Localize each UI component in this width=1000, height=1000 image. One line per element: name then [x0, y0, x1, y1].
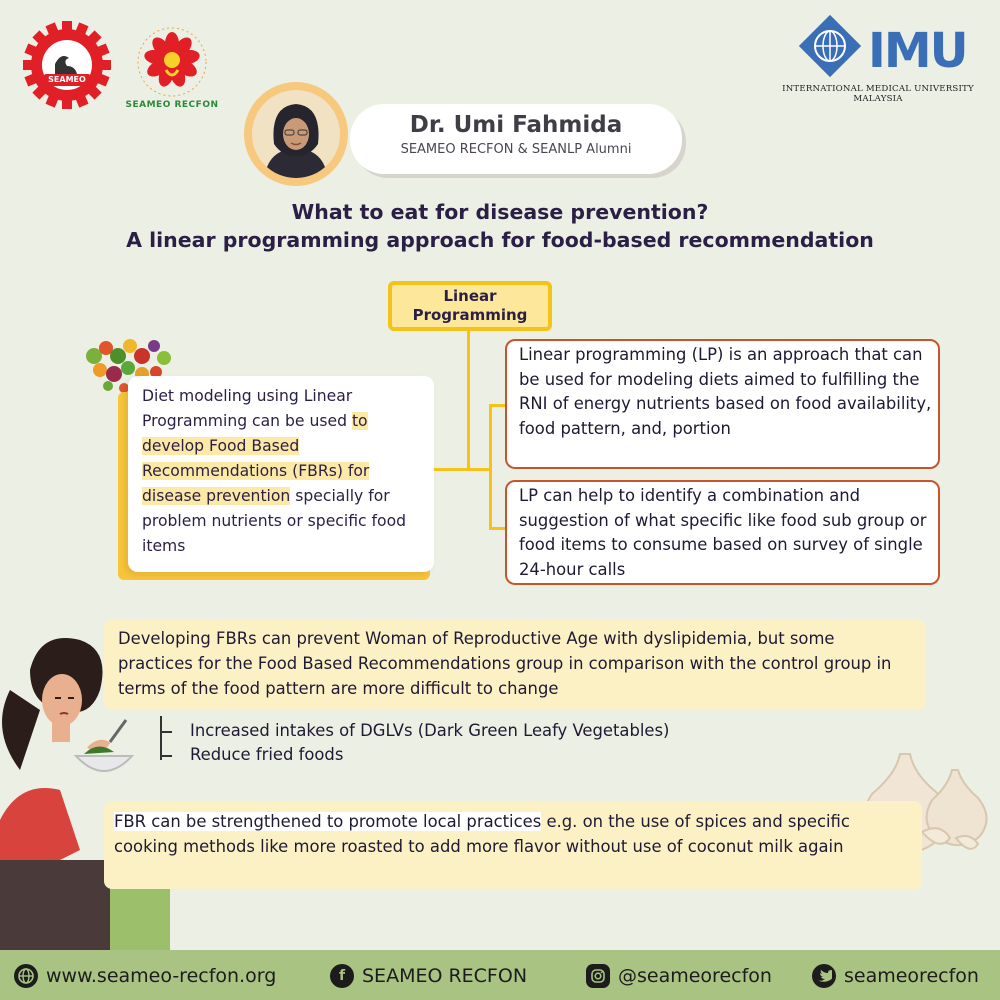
title-line1: What to eat for disease prevention?	[291, 200, 709, 224]
connector-branch-top	[489, 404, 505, 407]
list-branch	[160, 731, 172, 733]
diet-modeling-box	[128, 376, 434, 572]
twitter-icon	[812, 964, 836, 988]
lp-node-line1: Linear	[443, 287, 497, 305]
footer-instagram[interactable]	[586, 962, 772, 990]
footer-facebook[interactable]	[330, 962, 527, 990]
strengthen-rest: e.g. on the use of spices and specific cooking methods like more roasted to add more flavor without use of coconut milk again	[114, 812, 850, 856]
footer-twitter[interactable]	[812, 962, 979, 990]
twitter-link[interactable]: seameorecfon	[844, 965, 979, 987]
linear-programming-node	[388, 281, 552, 331]
facebook-link[interactable]: SEAMEO RECFON	[362, 965, 528, 987]
recommendation-list	[160, 719, 800, 767]
imu-name-line2: MALAYSIA	[853, 94, 903, 104]
imu-name-line1: INTERNATIONAL MEDICAL UNIVERSITY	[782, 84, 974, 94]
lp-definition-box: Linear programming (LP) is an approach that can be used for modeling diets aimed to fulfilling the RNI of energy nutrients based on food availability, food pattern, and, portion	[505, 339, 940, 469]
instagram-icon	[586, 964, 610, 988]
connector-left	[434, 468, 470, 471]
footer	[0, 950, 1000, 1000]
speaker-name: Dr. Umi Fahmida	[409, 112, 623, 138]
fbr-strengthen-box	[104, 801, 922, 889]
speaker-card	[350, 104, 682, 174]
diet-text-intro: Diet modeling using Linear Programming can be used	[142, 387, 353, 430]
title-line2: A linear programming approach for food-based recommendation	[126, 228, 874, 252]
imu-brand: IMU	[868, 23, 967, 79]
connector-right	[467, 468, 491, 471]
connector-branch	[489, 404, 492, 530]
footer-website[interactable]	[14, 962, 276, 990]
diet-text-highlight: to develop Food Based Recommendations (FBRs) for disease prevention	[142, 412, 370, 505]
connector-vertical	[467, 331, 470, 471]
facebook-icon: f	[330, 964, 354, 988]
lp-node-line2: Programming	[412, 306, 528, 324]
diet-text-rest: specially for problem nutrients or specific food items	[142, 487, 407, 555]
recfon-logo	[122, 20, 222, 120]
list-item	[160, 719, 800, 743]
imu-name	[780, 84, 976, 104]
speaker-avatar	[244, 82, 348, 186]
fbr-statement: Developing FBRs can prevent Woman of Reproductive Age with dyslipidemia, but some practices for the Food Based Recommendations group in comparison with the control group in terms of the food pattern are more difficult to change	[118, 629, 892, 698]
list-item	[160, 743, 800, 767]
speaker-affiliation: SEAMEO RECFON & SEANLP Alumni	[400, 142, 632, 157]
fbr-findings-box	[104, 620, 926, 710]
page-title	[60, 198, 940, 254]
list-item-text: Increased intakes of DGLVs (Dark Green Leafy Vegetables)	[190, 721, 670, 740]
recfon-logo-text: SEAMEO RECFON	[125, 100, 219, 110]
lp-benefit-box: LP can help to identify a combination and suggestion of what specific like food sub group or food items to consume based on survey of single 24-hour calls	[505, 480, 940, 585]
strengthen-highlight: FBR can be strengthened to promote local practices	[114, 812, 542, 831]
instagram-link[interactable]: @seameorecfon	[618, 965, 772, 987]
imu-logo	[780, 12, 990, 112]
connector-branch-bottom	[489, 527, 505, 530]
website-link[interactable]: www.seameo-recfon.org	[46, 965, 277, 987]
list-item-text: Reduce fried foods	[190, 745, 344, 764]
globe-icon	[14, 964, 38, 988]
seameo-logo	[22, 20, 112, 110]
list-branch	[160, 755, 172, 757]
seameo-logo-text: SEAMEO	[44, 74, 90, 86]
